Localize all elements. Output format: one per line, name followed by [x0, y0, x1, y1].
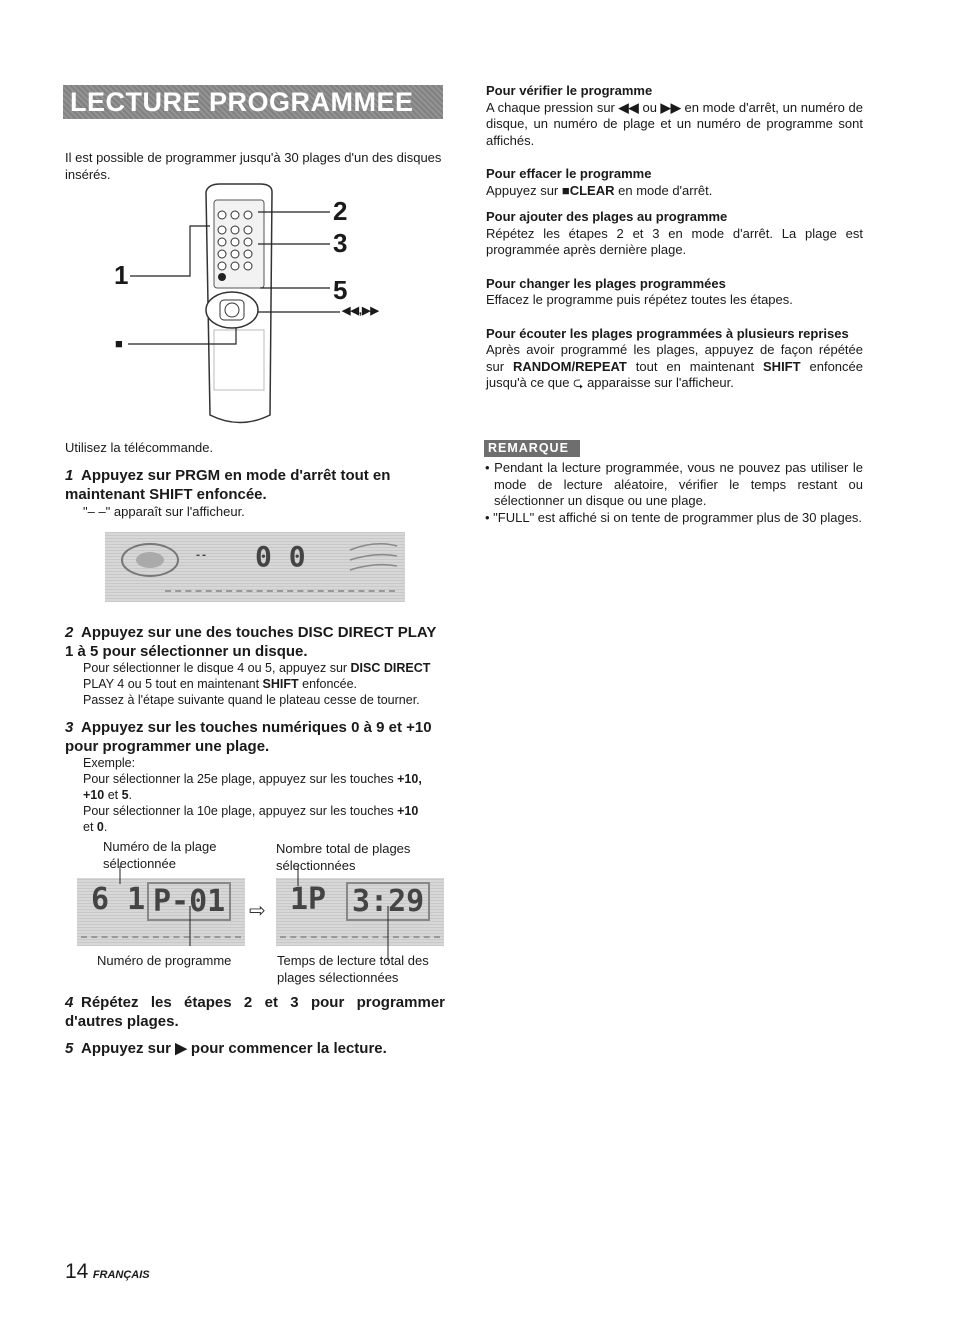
callout-2: 2	[333, 196, 348, 226]
verify-part: ou	[638, 99, 661, 115]
display-screen-1	[105, 532, 405, 602]
label-track-selected: Numéro de la plage sélectionnée	[103, 839, 217, 871]
step-3-text: et	[104, 788, 122, 802]
arrow-right-icon: ⇨	[249, 900, 266, 922]
step-heading: Appuyez sur les touches numériques 0 à 9 et +10 pour programmer une plage.	[65, 719, 432, 755]
repeat-bold: SHIFT	[763, 358, 801, 374]
display-1-scale	[165, 590, 395, 592]
step-2-text: PLAY 4 ou 5 tout en maintenant	[83, 677, 263, 691]
repeat-part: apparaisse sur l'afficheur.	[583, 375, 734, 390]
verify-heading: Pour vérifier le programme	[486, 83, 653, 98]
callout-3: 3	[333, 228, 348, 258]
step-3-text: Pour sélectionner la 10e plage, appuyez sur les touches	[83, 804, 398, 818]
verify-text	[486, 100, 863, 150]
step-number: 4	[65, 994, 74, 1011]
right-column	[486, 83, 863, 392]
step-number: 1	[65, 467, 74, 484]
display-1-digits: 0 0	[255, 540, 306, 573]
fast-forward-icon: ▶▶	[660, 99, 681, 115]
step-1	[65, 466, 445, 504]
verify-part: en mode d'arrêt, un numéro de disque, un numéro de plage et un numéro de programme sont affichés.	[486, 99, 864, 148]
step-2-text: enfoncée.	[298, 677, 358, 691]
step-number: 5	[65, 1040, 74, 1057]
step-number: 3	[65, 719, 74, 736]
step-heading: Appuyez sur PRGM en mode d'arrêt tout en maintenant SHIFT enfoncée.	[65, 467, 391, 503]
step-3-text: .	[128, 788, 133, 802]
step-2-text: Passez à l'étape suivante quand le plateau cesse de tourner.	[83, 693, 420, 707]
step-3-bold: +10	[397, 772, 419, 786]
step-3-bold: 5	[121, 788, 129, 802]
callout-5: 5	[333, 275, 348, 305]
step-2	[65, 623, 445, 661]
step-heading: Appuyez sur une des touches DISC DIRECT PLAY 1 à 5 pour sélectionner un disque.	[65, 624, 437, 660]
display-3-time: 3:29	[346, 882, 430, 921]
label-program-no: Numéro de programme	[97, 953, 232, 968]
page-footer	[65, 1260, 150, 1284]
step-number: 2	[65, 624, 74, 641]
step-3-bold: +10	[83, 788, 105, 802]
repeat-icon: ⮎	[573, 375, 584, 390]
callout-1: 1	[114, 260, 129, 290]
repeat-bold: RANDOM/REPEAT	[512, 358, 627, 374]
step-3-body	[83, 755, 445, 835]
erase-text	[486, 183, 863, 200]
display-3-count: 1P	[290, 882, 327, 917]
step-3-text: Pour sélectionner la 25e plage, appuyez sur les touches	[83, 772, 398, 786]
erase-part: Appuyez sur	[486, 182, 562, 198]
step-3-bold: ,	[418, 772, 422, 786]
step-heading: Appuyez sur	[81, 1040, 176, 1057]
step-heading: Répétez les étapes 2 et 3 pour programmer d'autres plages.	[65, 994, 445, 1030]
add-heading: Pour ajouter des plages au programme	[486, 209, 728, 224]
step-3-bold: 0	[96, 820, 104, 834]
step-3-bold: +10	[397, 804, 419, 818]
display-2-leader-lines	[112, 866, 202, 946]
display-2-program: P-01	[147, 882, 231, 921]
remote-caption: Utilisez la télécommande.	[65, 440, 214, 455]
repeat-part: enfoncée jusqu'à ce que	[486, 358, 863, 390]
erase-heading: Pour effacer le programme	[486, 166, 652, 181]
repeat-part: tout en maintenant	[626, 358, 764, 374]
change-text: Effacez le programme puis répétez toutes les étapes.	[486, 292, 793, 307]
callout-stop: ■	[115, 336, 123, 351]
step-5	[65, 1039, 445, 1058]
play-icon: ▶	[175, 1040, 187, 1057]
remarque-item-text: "FULL" est affiché si on tente de programmer plus de 30 plages.	[493, 509, 863, 525]
repeat-heading: Pour écouter les plages programmées à plusieurs reprises	[486, 325, 849, 341]
display-2-track: 6 1	[91, 882, 146, 917]
remarque-list	[484, 460, 863, 526]
step-3-text: .	[103, 820, 108, 834]
step-4	[65, 993, 445, 1031]
repeat-part: Après avoir programmé les plages, appuyez de façon répétée sur	[486, 342, 863, 374]
repeat-text	[486, 342, 863, 392]
step-1-note: "– –" apparaît sur l'afficheur.	[83, 504, 245, 519]
verify-part: A chaque pression sur	[486, 99, 619, 115]
display-1-dashes: --	[195, 550, 208, 561]
step-2-bold: SHIFT	[262, 677, 299, 691]
erase-bold: ■CLEAR	[561, 182, 615, 198]
step-2-bold: DISC DIRECT	[350, 661, 431, 675]
page-number: 14	[65, 1260, 89, 1283]
callout-skip: ◀◀,▶▶	[342, 305, 379, 317]
step-3	[65, 718, 445, 756]
change-heading: Pour changer les plages programmées	[486, 275, 726, 291]
rewind-icon: ◀◀	[618, 99, 639, 115]
intro-text: Il est possible de programmer jusqu'à 30 plages d'un des disques insérés.	[65, 150, 442, 182]
add-text: Répétez les étapes 2 et 3 en mode d'arrêt. La plage est programmée après dernière plage.	[486, 225, 863, 257]
step-heading: pour commencer la lecture.	[186, 1040, 387, 1057]
remarque-title: REMARQUE	[488, 441, 569, 455]
remarque-item: • "FULL" est affiché si on tente de programmer plus de 30 plages.	[485, 509, 863, 525]
remarque-item-text: Pendant la lecture programmée, vous ne pouvez pas utiliser le mode de lecture aléatoire, vérifier le temps restant ou sélectionner un disque ou une plage.	[494, 460, 863, 508]
step-3-text: et	[83, 820, 97, 834]
footer-language: FRANÇAIS	[92, 1269, 150, 1281]
step-2-body	[83, 660, 445, 708]
label-total-time: Temps de lecture total des plages sélectionnées	[277, 953, 429, 985]
page-title: LECTURE PROGRAMMEE	[70, 87, 414, 117]
example-label: Exemple:	[83, 756, 136, 770]
remarque-item: • Pendant la lecture programmée, vous ne pouvez pas utiliser le mode de lecture aléatoire, vérifier le temps restant ou sélectionner un disque ou une plage.	[485, 460, 863, 508]
erase-part: en mode d'arrêt.	[614, 182, 713, 198]
label-total-tracks: Nombre total de plages sélectionnées	[276, 841, 411, 873]
display-3-leader-lines	[290, 866, 400, 966]
step-2-text: Pour sélectionner le disque 4 ou 5, appuyez sur	[83, 661, 351, 675]
